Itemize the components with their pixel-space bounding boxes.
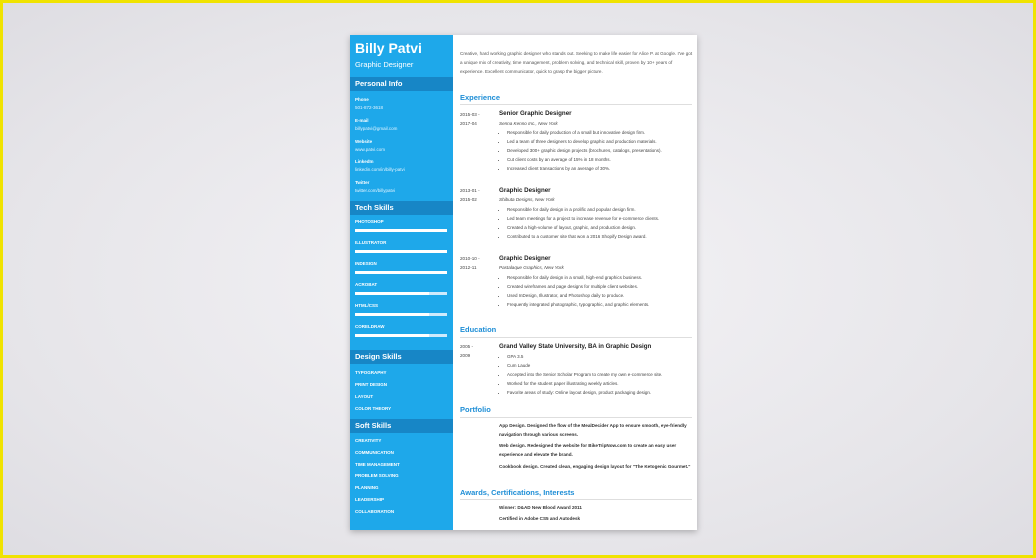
portfolio-text: App Design. Designed the flow of the MealDecider App to ensure smooth, eye-friendly navigation through various screens. (499, 423, 687, 437)
list-item: • Accepted into the Senior Scholar Program to create my own e-commerce site. (507, 370, 697, 379)
tech-skill-label: PHOTOSHOP (355, 219, 384, 224)
resume-main (453, 35, 697, 530)
phone-value: 501-872-3618 (355, 105, 384, 110)
awards-heading: Awards, Certifications, Interests (460, 488, 575, 497)
list-item: • Cum Laude (507, 361, 697, 370)
resume-name: Billy Patvi (355, 40, 422, 56)
skill-level-bar (355, 334, 447, 337)
list-item: • GPA 3.5 (507, 352, 697, 361)
website-label: Website (355, 139, 373, 144)
tech-skill-label: HTML/CSS (355, 303, 378, 308)
tech-skill-label: ILLUSTRATOR (355, 240, 387, 245)
twitter-label: Twitter (355, 180, 370, 185)
tech-skills-heading: Tech Skills (350, 201, 453, 215)
section-divider (460, 337, 692, 338)
soft-skill-item: COMMUNICATION (355, 450, 394, 455)
linkedin-value: linkedin.com/in/billy-patvi (355, 167, 405, 172)
portfolio-item (499, 421, 695, 439)
education-date-from: 2005 - (460, 344, 474, 349)
tech-skill-label: CORELDRAW (355, 324, 385, 329)
section-divider (460, 499, 692, 500)
list-item: • Contributed to a customer site that won a 2016 Shopify Design award. (507, 232, 697, 241)
soft-skill-item: PROBLEM SOLVING (355, 473, 399, 478)
design-skills-heading: Design Skills (350, 350, 453, 364)
tech-skill-label: ACROBAT (355, 282, 378, 287)
list-item: • Developed 300+ graphic design projects (brochures, catalogs, presentations). (507, 146, 697, 155)
list-item: • Led a team of three designers to develop graphic and production materials. (507, 137, 697, 146)
skill-level-fill (355, 292, 429, 295)
resume-page (350, 35, 697, 530)
education-degree: Grand Valley State University, BA in Graphic Design (499, 343, 652, 350)
twitter-value: twitter.com/billypatvi (355, 188, 396, 193)
skill-level-bar (355, 292, 447, 295)
soft-skill-item: COLLABORATION (355, 509, 395, 514)
skill-level-fill (355, 334, 429, 337)
list-item: • Responsible for daily design in a small, high-end graphics business. (507, 273, 697, 282)
skill-level-fill (355, 229, 447, 232)
phone-label: Phone (355, 97, 369, 102)
job-company: Pastalaque Graphics, New York (499, 265, 564, 270)
skill-level-fill (355, 271, 447, 274)
list-item: • Frequently integrated photographic, typographic, and graphic elements. (507, 300, 697, 309)
education-date-to: 2009 (460, 353, 471, 358)
portfolio-item (499, 462, 695, 471)
job-title: Graphic Designer (499, 187, 551, 194)
skill-level-fill (355, 313, 429, 316)
soft-skill-item: TIME MANAGEMENT (355, 462, 400, 467)
summary-text: Creative, hard working graphic designer who stands out. Seeking to make life easier for Alice P. at Google. I've got a unique mix of creativity, time management, problem solving, and technical skill, proven by 10+ years of experience. Excellent communicator, quick to grasp the bigger picture. (460, 51, 693, 74)
resume-role: Graphic Designer (355, 60, 414, 69)
list-item: • Favorite areas of study: Online layout design, product packaging design. (507, 388, 697, 397)
job-date-from: 2015-03 - (460, 112, 480, 117)
resume-sidebar (350, 35, 453, 530)
portfolio-heading: Portfolio (460, 405, 491, 414)
job-title: Senior Graphic Designer (499, 110, 572, 117)
job-bullets (499, 273, 697, 309)
soft-skill-item: LEADERSHIP (355, 497, 385, 502)
job-date-to: 2017-04 (460, 121, 477, 126)
portfolio-item (499, 441, 695, 459)
skill-level-bar (355, 271, 447, 274)
job-bullets (499, 128, 697, 173)
award-item: Winner: D&AD New Blood Award 2011 (499, 505, 582, 510)
job-company: Shibuta Designs, New York (499, 197, 555, 202)
soft-skill-item: PLANNING (355, 485, 379, 490)
job-date-from: 2013-01 - (460, 188, 480, 193)
job-bullets (499, 205, 697, 241)
list-item: • Worked for the student paper illustrating weekly articles. (507, 379, 697, 388)
design-skill-item: TYPOGRAPHY (355, 370, 387, 375)
website-value: www.patvi.com (355, 147, 386, 152)
skill-level-fill (355, 250, 447, 253)
list-item: • Cut client costs by an average of 15% in 18 months. (507, 155, 697, 164)
tech-skill-label: INDESIGN (355, 261, 377, 266)
section-divider (460, 417, 692, 418)
award-item: Certified in Adobe CS5 and Autodesk (499, 516, 581, 521)
list-item: • Increased client transactions by an average of 30%. (507, 164, 697, 173)
job-title: Graphic Designer (499, 255, 551, 262)
soft-skill-item: CREATIVITY (355, 438, 382, 443)
soft-skills-heading: Soft Skills (350, 419, 453, 433)
education-bullets (499, 352, 697, 397)
skill-level-bar (355, 229, 447, 232)
skill-level-bar (355, 313, 447, 316)
portfolio-text: Cookbook design. Created clean, engaging design layout for "The Ketogenic Gourmet." (499, 464, 691, 469)
email-value: billypatvi@gmail.com (355, 126, 398, 131)
design-skill-item: LAYOUT (355, 394, 374, 399)
portfolio-text: Web design. Redesigned the website for BikeTripNow.com to create an easy user experience and elevate the brand. (499, 443, 677, 457)
job-date-to: 2015-02 (460, 197, 477, 202)
education-heading: Education (460, 325, 497, 334)
experience-heading: Experience (460, 93, 501, 102)
job-date-from: 2010-10 - (460, 256, 480, 261)
linkedin-label: LinkedIn (355, 159, 374, 164)
list-item: • Responsible for daily design in a prolific and popular design firm. (507, 205, 697, 214)
design-skill-item: COLOR THEORY (355, 406, 392, 411)
list-item: • Created wireframes and page designs for multiple client websites. (507, 282, 697, 291)
design-skill-item: PRINT DESIGN (355, 382, 388, 387)
job-date-to: 2012-11 (460, 265, 477, 270)
email-label: E-mail (355, 118, 369, 123)
job-company: Senna Kenno Inc., New York (499, 121, 558, 126)
personal-info-heading: Personal Info (350, 77, 453, 91)
skill-level-bar (355, 250, 447, 253)
list-item: • Created a high-volume of layout, graphic, and production design. (507, 223, 697, 232)
section-divider (460, 104, 692, 105)
list-item: • Responsible for daily production of a small but innovative design firm. (507, 128, 697, 137)
list-item: • Used InDesign, Illustrator, and Photoshop daily to produce. (507, 291, 697, 300)
list-item: • Led team meetings for a project to increase revenue for e-commerce clients. (507, 214, 697, 223)
